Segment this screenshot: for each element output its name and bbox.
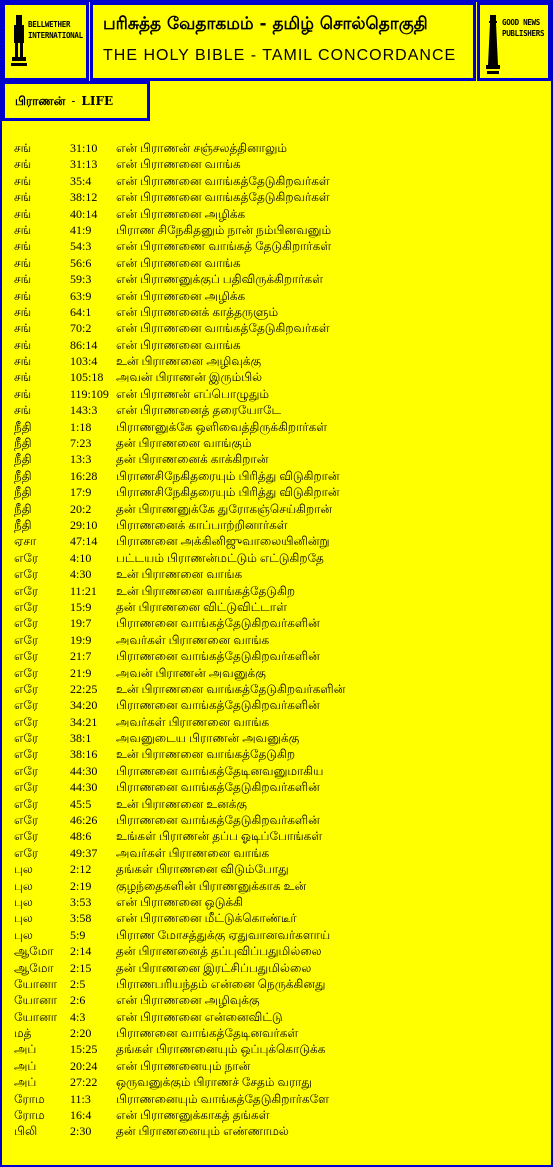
- concordance-entry: [14, 468, 544, 484]
- concordance-entry: [14, 337, 544, 353]
- entry-text: பிராணபரியந்தம் என்னை நெருக்கினது: [116, 976, 326, 991]
- entry-reference: 19:9: [70, 632, 92, 647]
- concordance-entry: [14, 1009, 544, 1025]
- entry-text: அவனுடைய பிராணன் அவனுக்கு: [116, 731, 300, 746]
- entry-reference: 56:6: [70, 255, 92, 270]
- concordance-entry: [14, 419, 544, 435]
- entry-reference: 31:10: [70, 141, 98, 155]
- concordance-entry: [14, 484, 544, 500]
- entry-text: உன் பிராணனை வாங்கத்தேடுகிறவர்களின்: [116, 681, 346, 696]
- entry-book: எரே: [14, 714, 39, 729]
- entry-text: அவன் பிராணன் இரும்பில்: [116, 370, 263, 385]
- entry-text: என் பிராணனைக் காத்தருளும்: [116, 304, 279, 319]
- entry-text: உங்கள் பிராணன் தப்ப ஓடிப்போங்கள்: [116, 829, 323, 844]
- entry-reference: 38:1: [70, 731, 92, 746]
- entry-book: மத்: [14, 1026, 32, 1041]
- concordance-entry: [14, 451, 544, 467]
- concordance-entry: [14, 681, 544, 697]
- entry-reference: 47:14: [70, 534, 98, 549]
- entry-book: ஏசா: [14, 534, 37, 549]
- entry-text: உன் பிராணனை அழிவுக்கு: [116, 354, 262, 369]
- logo-line-1: BELLWETHER: [28, 20, 71, 29]
- concordance-entry: [14, 927, 544, 943]
- entry-book: சங்: [14, 354, 32, 369]
- entry-text: தங்கள் பிராணனை விடும்போது: [116, 862, 289, 877]
- entry-reference: 64:1: [70, 304, 92, 319]
- entry-reference: 103:4: [70, 354, 98, 369]
- logo-line-2: PUBLISHERS: [502, 29, 545, 38]
- entry-text: என் பிராணனைத் தரையோடே: [116, 403, 282, 418]
- entry-reference: 13:3: [70, 452, 92, 467]
- entry-book: சங்: [14, 272, 32, 287]
- entry-reference: 5:9: [70, 927, 86, 942]
- entry-text: பிராண மோசத்துக்கு ஏதுவானவர்களாய்: [116, 927, 331, 942]
- entry-book: எரே: [14, 583, 39, 598]
- entry-text: என் பிராணனை ஒடுக்கி: [116, 894, 243, 909]
- entry-reference: 31:13: [70, 157, 98, 172]
- entry-text: தன் பிராணனையும் எண்ணாமல்: [116, 1124, 289, 1139]
- entry-reference: 45:5: [70, 796, 92, 811]
- entry-book: எரே: [14, 550, 39, 565]
- entry-text: என் பிராணனுக்காகத் தங்கள்: [116, 1108, 270, 1123]
- concordance-entry: [14, 697, 544, 713]
- entry-reference: 34:21: [70, 714, 98, 729]
- entry-reference: 2:6: [70, 993, 86, 1008]
- entry-reference: 7:23: [70, 436, 92, 451]
- entry-book: எரே: [14, 599, 39, 614]
- entry-text: பிராணனை வாங்கத்தேடுகிறவர்களின்: [116, 813, 320, 828]
- section-heading-tamil: பிராணன்: [15, 94, 66, 108]
- entry-reference: 44:30: [70, 780, 98, 795]
- entry-reference: 17:9: [70, 485, 92, 500]
- entry-text: பிராணனுக்கே ஒளிவைத்திருக்கிறார்கள்: [116, 419, 328, 434]
- entry-reference: 35:4: [70, 173, 92, 188]
- page-title-english: THE HOLY BIBLE - TAMIL CONCORDANCE: [103, 47, 457, 64]
- entry-text: தங்கள் பிராணனையும் ஒப்புக்கொடுக்க: [116, 1042, 326, 1057]
- concordance-entry: [14, 140, 544, 156]
- entry-book: நீதி: [14, 517, 32, 532]
- entry-text: என் பிராணனை என்னைவிட்டு: [116, 1009, 283, 1024]
- entry-book: எரே: [14, 829, 39, 844]
- entry-book: எரே: [14, 665, 39, 680]
- entry-book: எரே: [14, 780, 39, 795]
- entry-reference: 4:30: [70, 567, 92, 582]
- entry-reference: 20:24: [70, 1058, 98, 1073]
- entry-text: பிராணனையும் வாங்கத்தேடுகிறார்களே: [116, 1091, 329, 1106]
- entry-text: பிராணசிநேகிதரையும் பிரித்து விடுகிறான்: [116, 485, 340, 500]
- entry-text: அவன் பிராணன் அவனுக்கு: [116, 665, 266, 680]
- title-banner: [90, 2, 476, 81]
- entry-book: நீதி: [14, 436, 32, 451]
- entry-text: தன் பிராணனைக் காக்கிறான்: [116, 452, 269, 467]
- concordance-entry: [14, 173, 544, 189]
- entry-book: புல: [14, 862, 33, 877]
- entry-book: எரே: [14, 763, 39, 778]
- entry-reference: 11:3: [70, 1091, 91, 1106]
- entry-book: நீதி: [14, 452, 32, 467]
- concordance-entry: [14, 402, 544, 418]
- entry-book: நீதி: [14, 468, 32, 483]
- entry-reference: 20:2: [70, 501, 92, 516]
- entry-text: என் பிராணனை அழிவுக்கு: [116, 993, 260, 1008]
- concordance-entry: [14, 1041, 544, 1057]
- concordance-entry: [14, 861, 544, 877]
- concordance-entry: [14, 517, 544, 533]
- entry-reference: 1:18: [70, 419, 92, 434]
- entry-text: உன் பிராணனை வாங்கத்தேடுகிற: [116, 747, 296, 762]
- entry-reference: 19:7: [70, 616, 92, 631]
- entry-book: ஆமோ: [14, 944, 54, 959]
- entry-reference: 2:14: [70, 944, 92, 959]
- entry-text: தன் பிராணனைத் தப்புவிப்பதுமில்லை: [116, 944, 322, 959]
- entry-reference: 2:12: [70, 862, 92, 877]
- entry-text: தன் பிராணனை வாங்கும்: [116, 436, 252, 451]
- entry-book: யோனா: [14, 993, 57, 1008]
- entry-text: பட்டயம் பிராணன்மட்டும் எட்டுகிறதே: [116, 550, 324, 565]
- entry-text: தன் பிராணனை இரட்சிப்பதுமில்லை: [116, 960, 312, 975]
- entry-book: எரே: [14, 649, 39, 664]
- entry-book: எரே: [14, 813, 39, 828]
- entry-text: ஒருவனுக்கும் பிராணச் சேதம் வராது: [116, 1075, 312, 1090]
- entry-reference: 48:6: [70, 829, 92, 844]
- concordance-entry: [14, 353, 544, 369]
- section-heading: [15, 94, 113, 110]
- concordance-entry: [14, 156, 544, 172]
- concordance-entry-list: [14, 140, 544, 1140]
- entry-book: நீதி: [14, 485, 32, 500]
- concordance-entry: [14, 615, 544, 631]
- concordance-entry: [14, 1107, 544, 1123]
- concordance-entry: [14, 665, 544, 681]
- entry-book: ரோம: [14, 1091, 45, 1106]
- entry-reference: 22:25: [70, 681, 98, 696]
- entry-text: என் பிராணனை அழிக்க: [116, 206, 246, 221]
- entry-book: எரே: [14, 731, 39, 746]
- entry-reference: 59:3: [70, 272, 92, 287]
- entry-book: அப்: [14, 1075, 37, 1090]
- entry-text: என் பிராணணை வாங்கத் தேடுகிறார்கள்: [116, 239, 332, 254]
- entry-reference: 2:15: [70, 960, 92, 975]
- concordance-entry: [14, 1025, 544, 1041]
- entry-reference: 38:16: [70, 747, 98, 762]
- entry-book: சங்: [14, 370, 32, 385]
- entry-book: ரோம: [14, 1108, 45, 1123]
- entry-book: புல: [14, 894, 33, 909]
- entry-text: என் பிராணன் சஞ்சலத்தினாலும்: [116, 141, 288, 155]
- concordance-entry: [14, 238, 544, 254]
- concordance-entry: [14, 386, 544, 402]
- entry-text: உன் பிராணனை வாங்க: [116, 567, 243, 582]
- concordance-entry: [14, 566, 544, 582]
- section-heading-english: LIFE: [81, 94, 114, 108]
- entry-reference: 46:26: [70, 813, 98, 828]
- entry-reference: 4:10: [70, 550, 92, 565]
- concordance-entry: [14, 271, 544, 287]
- entry-reference: 2:5: [70, 976, 86, 991]
- entry-book: அப்: [14, 1058, 37, 1073]
- entry-text: என் பிராணனை மீட்டுக்கொண்டீர்: [116, 911, 297, 926]
- entry-reference: 70:2: [70, 321, 92, 336]
- entry-reference: 3:58: [70, 911, 92, 926]
- concordance-entry: [14, 501, 544, 517]
- entry-reference: 119:109: [70, 386, 109, 401]
- concordance-entry: [14, 206, 544, 222]
- entry-reference: 3:53: [70, 894, 92, 909]
- entry-reference: 21:9: [70, 665, 92, 680]
- entry-book: எரே: [14, 747, 39, 762]
- entry-book: எரே: [14, 632, 39, 647]
- concordance-entry: [14, 369, 544, 385]
- entry-reference: 143:3: [70, 403, 98, 418]
- concordance-entry: [14, 992, 544, 1008]
- entry-text: என் பிராணனை வாங்கத்தேடுகிறவர்கள்: [116, 190, 330, 205]
- concordance-entry: [14, 320, 544, 336]
- entry-reference: 21:7: [70, 649, 92, 664]
- entry-reference: 15:9: [70, 599, 92, 614]
- entry-reference: 41:9: [70, 222, 92, 237]
- entry-text: அவர்கள் பிராணனை வாங்க: [116, 632, 270, 647]
- entry-book: பிலி: [14, 1124, 38, 1139]
- entry-reference: 49:37: [70, 845, 98, 860]
- entry-book: சங்: [14, 386, 32, 401]
- entry-reference: 29:10: [70, 517, 98, 532]
- concordance-entry: [14, 550, 544, 566]
- entry-text: பிராணனை வாங்கத்தேடுகிறவர்களின்: [116, 616, 320, 631]
- entry-book: எரே: [14, 796, 39, 811]
- entry-text: பிராணனைக் காப்பாற்றினார்கள்: [116, 517, 288, 532]
- entry-book: எரே: [14, 616, 39, 631]
- concordance-entry: [14, 1091, 544, 1107]
- concordance-entry: [14, 779, 544, 795]
- concordance-entry: [14, 960, 544, 976]
- entry-text: என் பிராணனையும் நான்: [116, 1058, 251, 1073]
- entry-reference: 63:9: [70, 288, 92, 303]
- concordance-entry: [14, 746, 544, 762]
- section-heading-separator: -: [71, 94, 76, 108]
- entry-text: என் பிராணனை வாங்க: [116, 337, 241, 352]
- entry-book: யோனா: [14, 1009, 57, 1024]
- entry-reference: 34:20: [70, 698, 98, 713]
- entry-reference: 40:14: [70, 206, 98, 221]
- concordance-entry: [14, 943, 544, 959]
- concordance-entry: [14, 648, 544, 664]
- concordance-entry: [14, 189, 544, 205]
- concordance-entry: [14, 763, 544, 779]
- entry-text: என் பிராணனை வாங்கத்தேடுகிறவர்கள்: [116, 173, 330, 188]
- concordance-entry: [14, 304, 544, 320]
- concordance-entry: [14, 1074, 544, 1090]
- lighthouse-icon: [486, 13, 500, 77]
- concordance-entry: [14, 812, 544, 828]
- entry-text: பிராணனை வாங்கத்தேடுகிறவர்களின்: [116, 649, 320, 664]
- entry-book: எரே: [14, 845, 39, 860]
- entry-text: உன் பிராணனை வாங்கத்தேடுகிற: [116, 583, 296, 598]
- concordance-entry: [14, 255, 544, 271]
- entry-text: பிராணனை வாங்கத்தேடினவர்கள்: [116, 1026, 299, 1041]
- entry-book: புல: [14, 878, 33, 893]
- entry-book: சங்: [14, 239, 32, 254]
- concordance-entry: [14, 894, 544, 910]
- entry-reference: 86:14: [70, 337, 98, 352]
- entry-reference: 105:18: [70, 370, 104, 385]
- entry-text: என் பிராணன் எப்பொழுதும்: [116, 386, 270, 401]
- entry-reference: 54:3: [70, 239, 92, 254]
- entry-reference: 2:20: [70, 1026, 92, 1041]
- entry-text: என் பிராணனை வாங்க: [116, 157, 241, 172]
- entry-book: நீதி: [14, 419, 32, 434]
- concordance-entry: [14, 976, 544, 992]
- entry-book: எரே: [14, 681, 39, 696]
- entry-text: தன் பிராணனை விட்டுவிட்டாள்: [116, 599, 287, 614]
- concordance-entry: [14, 845, 544, 861]
- concordance-entry: [14, 599, 544, 615]
- entry-text: என் பிராணனை அழிக்க: [116, 288, 246, 303]
- entry-book: சங்: [14, 288, 32, 303]
- entry-reference: 11:21: [70, 583, 97, 598]
- logo-line-1: GOOD NEWS: [502, 18, 540, 27]
- entry-reference: 15:25: [70, 1042, 98, 1057]
- entry-text: பிராண சிநேகிதனும் நான் நம்பினவனும்: [116, 222, 332, 237]
- concordance-entry: [14, 222, 544, 238]
- good-news-publishers-logo: [477, 2, 551, 81]
- entry-reference: 27:22: [70, 1075, 98, 1090]
- entry-book: சங்: [14, 321, 32, 336]
- entry-book: சங்: [14, 304, 32, 319]
- entry-text: குழந்தைகளின் பிராணனுக்காக உன்: [116, 878, 307, 893]
- concordance-entry: [14, 533, 544, 549]
- page-title-tamil: பரிசுத்த வேதாகமம் - தமிழ் சொல்தொகுதி: [103, 14, 428, 34]
- entry-text: பிராணனை வாங்கத்தேடுகிறவர்களின்: [116, 780, 320, 795]
- entry-text: பிராணனை வாங்கத்தேடினவனுமாகிய: [116, 763, 324, 778]
- entry-text: அவர்கள் பிராணனை வாங்க: [116, 714, 270, 729]
- logo-line-2: INTERNATIONAL: [28, 31, 83, 40]
- entry-book: சங்: [14, 222, 32, 237]
- entry-book: சங்: [14, 206, 32, 221]
- entry-book: ஆமோ: [14, 960, 54, 975]
- entry-book: சங்: [14, 190, 32, 205]
- section-heading-box: [2, 81, 150, 121]
- concordance-entry: [14, 910, 544, 926]
- entry-book: சங்: [14, 141, 32, 155]
- entry-reference: 44:30: [70, 763, 98, 778]
- concordance-entry: [14, 288, 544, 304]
- entry-text: உன் பிராணனை உனக்கு: [116, 796, 247, 811]
- entry-text: தன் பிராணனுக்கே துரோகஞ்செய்கிறான்: [116, 501, 333, 516]
- entry-text: என் பிராணனை வாங்கத்தேடுகிறவர்கள்: [116, 321, 330, 336]
- concordance-entry: [14, 828, 544, 844]
- concordance-entry: [14, 714, 544, 730]
- entry-text: பிராணனை வாங்கத்தேடுகிறவர்களின்: [116, 698, 320, 713]
- concordance-entry: [14, 878, 544, 894]
- entry-book: நீதி: [14, 501, 32, 516]
- concordance-entry: [14, 1058, 544, 1074]
- entry-book: எரே: [14, 698, 39, 713]
- concordance-entry: [14, 796, 544, 812]
- entry-book: எரே: [14, 567, 39, 582]
- concordance-entry: [14, 583, 544, 599]
- entry-book: சங்: [14, 173, 32, 188]
- entry-text: என் பிராணனை வாங்க: [116, 255, 241, 270]
- bellwether-logo: [2, 2, 89, 81]
- concordance-entry: [14, 435, 544, 451]
- entry-book: சங்: [14, 157, 32, 172]
- entry-book: அப்: [14, 1042, 37, 1057]
- entry-reference: 16:4: [70, 1108, 92, 1123]
- entry-text: என் பிராணனுக்குப் பதிவிருக்கிறார்கள்: [116, 272, 324, 287]
- entry-reference: 2:30: [70, 1124, 92, 1139]
- entry-book: சங்: [14, 403, 32, 418]
- entry-reference: 38:12: [70, 190, 98, 205]
- entry-book: புல: [14, 911, 33, 926]
- concordance-entry: [14, 632, 544, 648]
- entry-book: புல: [14, 927, 33, 942]
- concordance-entry: [14, 730, 544, 746]
- bellwether-figure-icon: [11, 13, 27, 73]
- concordance-entry: [14, 1123, 544, 1139]
- entry-text: பிராணனை அக்கினிஜுவாலையினின்று: [116, 534, 330, 549]
- entry-text: பிராணசிநேகிதரையும் பிரித்து விடுகிறான்: [116, 468, 340, 483]
- entry-reference: 16:28: [70, 468, 98, 483]
- entry-book: சங்: [14, 337, 32, 352]
- entry-book: யோனா: [14, 976, 57, 991]
- entry-text: அவர்கள் பிராணனை வாங்க: [116, 845, 270, 860]
- entry-reference: 2:19: [70, 878, 92, 893]
- entry-reference: 4:3: [70, 1009, 86, 1024]
- entry-book: சங்: [14, 255, 32, 270]
